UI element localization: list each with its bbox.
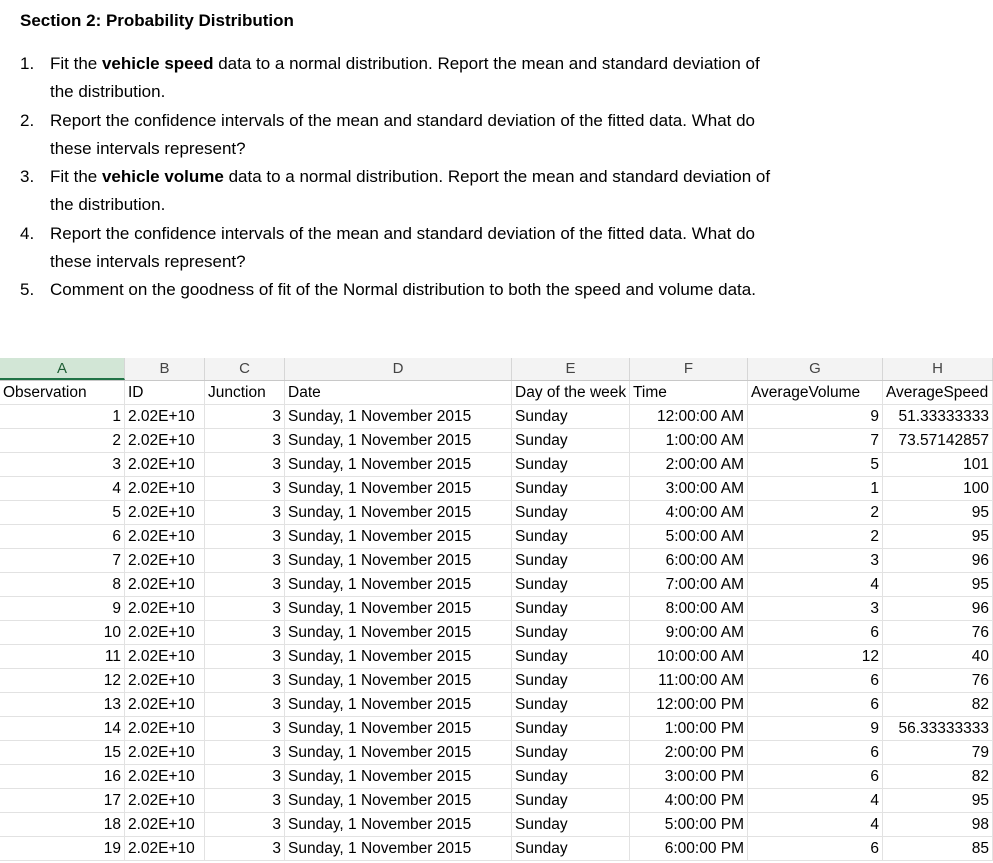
table-row — [0, 405, 993, 429]
table-cell[interactable]: 9 — [0, 597, 125, 621]
table-cell[interactable]: 56.33333333 — [883, 717, 993, 741]
table-cell[interactable]: 4:00:00 AM — [630, 501, 748, 525]
table-cell[interactable]: Sunday — [512, 645, 630, 669]
table-cell[interactable]: 6 — [0, 525, 125, 549]
table-cell[interactable]: 2.02E+10 — [125, 525, 205, 549]
question-number: 1. — [20, 54, 35, 73]
table-cell[interactable]: 3 — [205, 477, 285, 501]
table-row — [0, 837, 993, 861]
table-cell[interactable]: 1:00:00 AM — [630, 429, 748, 453]
header-cell[interactable]: Day of the week — [512, 381, 630, 405]
table-cell[interactable]: 4 — [748, 789, 883, 813]
table-cell[interactable]: Sunday — [512, 453, 630, 477]
table-cell[interactable]: 95 — [883, 789, 993, 813]
table-cell[interactable]: Sunday — [512, 597, 630, 621]
table-cell[interactable]: 5 — [0, 501, 125, 525]
table-cell[interactable]: Sunday, 1 November 2015 — [285, 621, 512, 645]
question-item — [20, 163, 780, 220]
table-cell[interactable]: 9 — [748, 717, 883, 741]
table-cell[interactable]: 4:00:00 PM — [630, 789, 748, 813]
table-cell[interactable]: 3:00:00 PM — [630, 765, 748, 789]
table-cell[interactable]: 95 — [883, 525, 993, 549]
table-cell[interactable]: Sunday, 1 November 2015 — [285, 645, 512, 669]
table-cell[interactable]: 2 — [748, 525, 883, 549]
question-item — [20, 276, 780, 304]
table-row — [0, 501, 993, 525]
table-cell[interactable]: Sunday — [512, 573, 630, 597]
question-text — [50, 224, 755, 271]
column-letter-f[interactable]: F — [630, 358, 748, 380]
table-cell[interactable]: 3 — [205, 597, 285, 621]
question-text-part: Fit the — [50, 54, 102, 73]
question-item — [20, 107, 780, 164]
table-cell[interactable]: 4 — [0, 477, 125, 501]
table-cell[interactable]: 3:00:00 AM — [630, 477, 748, 501]
table-cell[interactable]: 1 — [0, 405, 125, 429]
table-cell[interactable]: 3 — [205, 453, 285, 477]
table-cell[interactable]: 2.02E+10 — [125, 597, 205, 621]
header-cell[interactable]: Observation — [0, 381, 125, 405]
column-header-bar — [0, 358, 993, 381]
table-row — [0, 693, 993, 717]
table-header-row — [0, 381, 993, 405]
table-cell[interactable]: 82 — [883, 765, 993, 789]
question-document — [0, 0, 993, 352]
table-cell[interactable]: Sunday, 1 November 2015 — [285, 693, 512, 717]
table-cell[interactable]: 2:00:00 PM — [630, 741, 748, 765]
column-letter-c[interactable]: C — [205, 358, 285, 380]
table-cell[interactable]: 3 — [205, 789, 285, 813]
table-cell[interactable]: 3 — [205, 741, 285, 765]
question-text — [50, 167, 770, 214]
table-cell[interactable]: Sunday — [512, 837, 630, 861]
table-cell[interactable]: 8 — [0, 573, 125, 597]
table-cell[interactable]: 11:00:00 AM — [630, 669, 748, 693]
table-cell[interactable]: Sunday, 1 November 2015 — [285, 669, 512, 693]
table-cell[interactable]: Sunday — [512, 549, 630, 573]
table-cell[interactable]: 2.02E+10 — [125, 789, 205, 813]
question-number: 2. — [20, 110, 35, 130]
table-cell[interactable]: 15 — [0, 741, 125, 765]
table-cell[interactable]: Sunday, 1 November 2015 — [285, 789, 512, 813]
table-cell[interactable]: 2:00:00 AM — [630, 453, 748, 477]
table-cell[interactable]: 9:00:00 AM — [630, 621, 748, 645]
table-cell[interactable]: 95 — [883, 501, 993, 525]
table-cell[interactable]: 2.02E+10 — [125, 405, 205, 429]
table-cell[interactable]: 6 — [748, 837, 883, 861]
question-text-part: data to a normal distribution. Report the mean and standard deviation of the distribution. — [50, 167, 771, 215]
column-letter-a[interactable]: A — [0, 358, 125, 380]
column-letter-d[interactable]: D — [285, 358, 512, 380]
table-cell[interactable]: 2.02E+10 — [125, 429, 205, 453]
table-cell[interactable]: 98 — [883, 813, 993, 837]
table-cell[interactable]: 2.02E+10 — [125, 573, 205, 597]
table-cell[interactable]: Sunday, 1 November 2015 — [285, 717, 512, 741]
table-cell[interactable]: 6:00:00 PM — [630, 837, 748, 861]
table-cell[interactable]: 3 — [205, 645, 285, 669]
table-cell[interactable]: Sunday — [512, 693, 630, 717]
table-cell[interactable]: 2 — [748, 501, 883, 525]
section-title: Section 2: Probability Distribution — [20, 11, 294, 30]
table-cell[interactable]: 79 — [883, 741, 993, 765]
table-cell[interactable]: Sunday — [512, 501, 630, 525]
table-cell[interactable]: Sunday — [512, 621, 630, 645]
table-cell[interactable]: 40 — [883, 645, 993, 669]
table-cell[interactable]: 85 — [883, 837, 993, 861]
table-cell[interactable]: 5:00:00 AM — [630, 525, 748, 549]
table-cell[interactable]: Sunday, 1 November 2015 — [285, 837, 512, 861]
table-cell[interactable]: 76 — [883, 669, 993, 693]
table-cell[interactable]: 3 — [205, 693, 285, 717]
table-cell[interactable]: 5:00:00 PM — [630, 813, 748, 837]
column-letter-g[interactable]: G — [748, 358, 883, 380]
table-cell[interactable]: 9 — [748, 405, 883, 429]
table-cell[interactable]: 2.02E+10 — [125, 549, 205, 573]
table-cell[interactable]: 73.57142857 — [883, 429, 993, 453]
table-cell[interactable]: Sunday — [512, 765, 630, 789]
table-cell[interactable]: 96 — [883, 549, 993, 573]
table-cell[interactable]: 2.02E+10 — [125, 621, 205, 645]
table-cell[interactable]: 2.02E+10 — [125, 453, 205, 477]
table-cell[interactable]: 11 — [0, 645, 125, 669]
table-row — [0, 789, 993, 813]
table-cell[interactable]: 6 — [748, 693, 883, 717]
table-row — [0, 717, 993, 741]
table-cell[interactable]: 3 — [205, 525, 285, 549]
table-cell[interactable]: 2.02E+10 — [125, 741, 205, 765]
question-text — [50, 111, 755, 158]
table-cell[interactable]: 2.02E+10 — [125, 669, 205, 693]
table-cell[interactable]: 18 — [0, 813, 125, 837]
table-cell[interactable]: 3 — [205, 573, 285, 597]
spreadsheet[interactable] — [0, 358, 993, 863]
table-cell[interactable]: 12 — [0, 669, 125, 693]
question-text — [50, 280, 756, 299]
table-cell[interactable]: 6 — [748, 741, 883, 765]
table-row — [0, 765, 993, 789]
table-cell[interactable]: Sunday, 1 November 2015 — [285, 429, 512, 453]
table-cell[interactable]: 8:00:00 AM — [630, 597, 748, 621]
header-cell[interactable]: Date — [285, 381, 512, 405]
table-row — [0, 477, 993, 501]
question-text-part: data to a normal distribution. Report the mean and standard deviation of the distribution. — [50, 54, 760, 102]
table-cell[interactable]: 12:00:00 PM — [630, 693, 748, 717]
table-cell[interactable]: Sunday — [512, 669, 630, 693]
table-cell[interactable]: Sunday, 1 November 2015 — [285, 525, 512, 549]
column-letter-b[interactable]: B — [125, 358, 205, 380]
table-row — [0, 573, 993, 597]
table-cell[interactable]: Sunday — [512, 789, 630, 813]
table-cell[interactable]: 3 — [205, 429, 285, 453]
table-cell[interactable]: 12:00:00 AM — [630, 405, 748, 429]
table-cell[interactable]: 3 — [0, 453, 125, 477]
table-cell[interactable]: 7 — [748, 429, 883, 453]
table-cell[interactable]: 2.02E+10 — [125, 693, 205, 717]
table-cell[interactable]: 6 — [748, 669, 883, 693]
table-cell[interactable]: 4 — [748, 813, 883, 837]
table-cell[interactable]: 7:00:00 AM — [630, 573, 748, 597]
table-cell[interactable]: 2.02E+10 — [125, 813, 205, 837]
header-cell[interactable]: Time — [630, 381, 748, 405]
table-cell[interactable]: Sunday, 1 November 2015 — [285, 765, 512, 789]
table-cell[interactable]: 6 — [748, 621, 883, 645]
table-cell[interactable]: 6 — [748, 765, 883, 789]
table-cell[interactable]: Sunday, 1 November 2015 — [285, 549, 512, 573]
table-cell[interactable]: 101 — [883, 453, 993, 477]
question-emphasis: vehicle volume — [101, 167, 224, 187]
column-letter-e[interactable]: E — [512, 358, 630, 380]
table-cell[interactable]: 2.02E+10 — [125, 837, 205, 861]
table-cell[interactable]: 82 — [883, 693, 993, 717]
table-row — [0, 741, 993, 765]
question-item — [20, 220, 780, 277]
table-cell[interactable]: 100 — [883, 477, 993, 501]
table-cell[interactable]: 2.02E+10 — [125, 717, 205, 741]
table-cell[interactable]: 5 — [748, 453, 883, 477]
table-row — [0, 549, 993, 573]
table-cell[interactable]: 17 — [0, 789, 125, 813]
question-emphasis: vehicle speed — [101, 54, 214, 73]
table-cell[interactable]: 19 — [0, 837, 125, 861]
table-cell[interactable]: 2.02E+10 — [125, 645, 205, 669]
table-cell[interactable]: Sunday, 1 November 2015 — [285, 813, 512, 837]
table-cell[interactable]: Sunday — [512, 813, 630, 837]
table-cell[interactable]: 3 — [205, 837, 285, 861]
question-item — [20, 50, 780, 107]
question-text — [50, 54, 760, 101]
table-row — [0, 597, 993, 621]
table-cell[interactable]: Sunday, 1 November 2015 — [285, 405, 512, 429]
table-cell[interactable]: 51.33333333 — [883, 405, 993, 429]
question-number: 4. — [20, 223, 35, 243]
header-cell[interactable]: ID — [125, 381, 205, 405]
table-cell[interactable]: Sunday — [512, 741, 630, 765]
question-number: 3. — [20, 167, 35, 187]
table-cell[interactable]: 12 — [748, 645, 883, 669]
table-row — [0, 429, 993, 453]
table-cell[interactable]: 16 — [0, 765, 125, 789]
table-row — [0, 813, 993, 837]
table-cell[interactable]: 1 — [748, 477, 883, 501]
table-cell[interactable]: 10:00:00 AM — [630, 645, 748, 669]
table-cell[interactable]: 2.02E+10 — [125, 501, 205, 525]
table-cell[interactable]: 2.02E+10 — [125, 765, 205, 789]
table-cell[interactable]: 3 — [205, 813, 285, 837]
table-cell[interactable]: 4 — [748, 573, 883, 597]
column-letter-h[interactable]: H — [883, 358, 993, 380]
table-cell[interactable]: 3 — [205, 549, 285, 573]
table-cell[interactable]: 95 — [883, 573, 993, 597]
table-cell[interactable]: Sunday, 1 November 2015 — [285, 741, 512, 765]
table-cell[interactable]: 76 — [883, 621, 993, 645]
table-cell[interactable]: 3 — [205, 405, 285, 429]
table-cell[interactable]: Sunday, 1 November 2015 — [285, 477, 512, 501]
header-cell[interactable]: Junction — [205, 381, 285, 405]
table-cell[interactable]: 1:00:00 PM — [630, 717, 748, 741]
table-cell[interactable]: Sunday — [512, 477, 630, 501]
table-cell[interactable]: 3 — [205, 501, 285, 525]
table-cell[interactable]: 96 — [883, 597, 993, 621]
table-row — [0, 621, 993, 645]
table-cell[interactable]: 3 — [748, 549, 883, 573]
table-cell[interactable]: 10 — [0, 621, 125, 645]
table-cell[interactable]: 3 — [205, 765, 285, 789]
table-cell[interactable]: 7 — [0, 549, 125, 573]
table-cell[interactable]: Sunday — [512, 405, 630, 429]
table-cell[interactable]: 2.02E+10 — [125, 477, 205, 501]
table-cell[interactable]: 2 — [0, 429, 125, 453]
table-cell[interactable]: Sunday, 1 November 2015 — [285, 573, 512, 597]
question-text-part: Fit the — [50, 167, 102, 187]
question-number: 5. — [20, 280, 35, 300]
table-cell[interactable]: 6:00:00 AM — [630, 549, 748, 573]
table-cell[interactable]: 3 — [205, 717, 285, 741]
header-cell[interactable]: AverageSpeed — [883, 381, 993, 405]
table-cell[interactable]: Sunday — [512, 717, 630, 741]
table-cell[interactable]: Sunday — [512, 429, 630, 453]
question-text-part: Report the confidence intervals of the mean and standard deviation of the fitted data. What do these intervals represent? — [50, 110, 756, 158]
table-cell[interactable]: 13 — [0, 693, 125, 717]
table-cell[interactable]: 3 — [205, 669, 285, 693]
table-cell[interactable]: Sunday, 1 November 2015 — [285, 453, 512, 477]
table-row — [0, 669, 993, 693]
table-cell[interactable]: 3 — [205, 621, 285, 645]
table-cell[interactable]: Sunday, 1 November 2015 — [285, 597, 512, 621]
table-cell[interactable]: Sunday, 1 November 2015 — [285, 501, 512, 525]
table-cell[interactable]: Sunday — [512, 525, 630, 549]
table-row — [0, 525, 993, 549]
table-cell[interactable]: 14 — [0, 717, 125, 741]
header-cell[interactable]: AverageVolume — [748, 381, 883, 405]
table-cell[interactable]: 3 — [748, 597, 883, 621]
question-text-part: Report the confidence intervals of the mean and standard deviation of the fitted data. What do these intervals represent? — [50, 223, 756, 272]
question-text-part: Comment on the goodness of fit of the Normal distribution to both the speed and volume data. — [50, 280, 756, 300]
table-row — [0, 645, 993, 669]
question-list — [20, 50, 780, 305]
table-row — [0, 453, 993, 477]
